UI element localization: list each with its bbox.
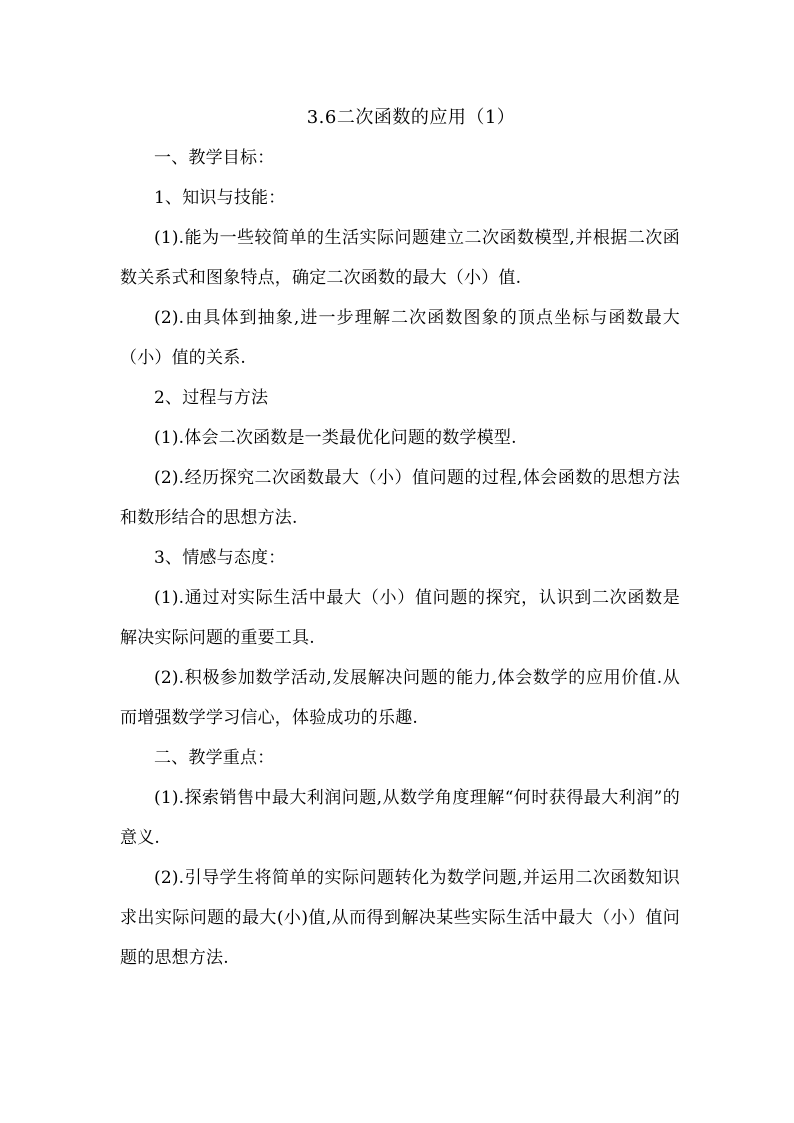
section-heading-teaching-objectives: 一、教学目标： [154,148,275,168]
paragraph-emotion-2: (2).积极参加数学活动,发展解决问题的能力,体会数学的应用价值.从而增强数学学习信心，体验成功的乐趣. [120,668,680,728]
paragraph-emotion-1: (1).通过对实际生活中最大（小）值问题的探究，认识到二次函数是解决实际问题的重要工具. [120,588,680,648]
document-title: 3.6二次函数的应用（1） [306,107,516,128]
paragraph-knowledge-2: (2).由具体到抽象,进一步理解二次函数图象的顶点坐标与函数最大（小）值的关系. [120,308,680,368]
paragraph-focus-2: (2).引导学生将简单的实际问题转化为数学问题,并运用二次函数知识求出实际问题的最大(小)值,从而得到解决某些实际生活中最大（小）值问题的思想方法. [120,868,680,968]
subsection-heading-emotion-attitude: 3、情感与态度： [154,548,286,568]
subsection-heading-process-methods: 2、过程与方法 [154,388,269,408]
paragraph-knowledge-1: (1).能为一些较简单的生活实际问题建立二次函数模型,并根据二次函数关系式和图象特点，确定二次函数的最大（小）值. [120,228,680,288]
subsection-heading-knowledge-skills: 1、知识与技能： [154,188,286,208]
paragraph-process-1: (1).体会二次函数是一类最优化问题的数学模型. [154,428,517,448]
section-heading-teaching-focus: 二、教学重点： [154,748,275,768]
paragraph-focus-1: (1).探索销售中最大利润问题,从数学角度理解“何时获得最大利润”的意义. [120,788,680,848]
paragraph-process-2: (2).经历探究二次函数最大（小）值问题的过程,体会函数的思想方法和数形结合的思想方法. [120,468,680,528]
document-content [120,98,680,978]
